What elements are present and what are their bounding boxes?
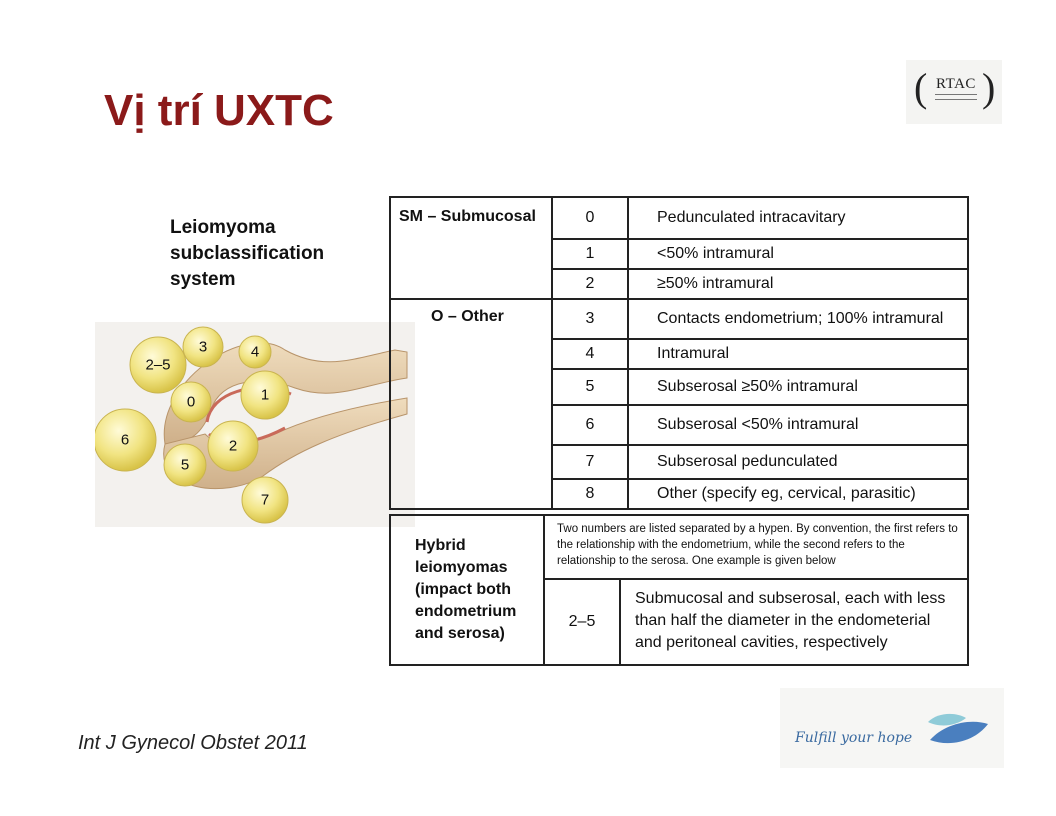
fibroid-2-5 <box>130 337 186 393</box>
type-number: 6 <box>552 405 628 445</box>
svg-text:6: 6 <box>120 431 130 449</box>
type-description: Subserosal <50% intramural <box>628 405 968 445</box>
svg-text:2: 2 <box>228 437 238 455</box>
type-number: 0 <box>552 197 628 239</box>
fulfill-tagline: Fulfill your hope <box>795 730 913 746</box>
fibroid-5 <box>164 444 206 486</box>
fibroid-4 <box>239 336 271 368</box>
fibroid-2 <box>208 421 258 471</box>
type-number: 4 <box>552 339 628 369</box>
table-row <box>390 515 968 579</box>
diagram-heading <box>170 215 324 293</box>
type-description: Other (specify eg, cervical, parasitic) <box>628 479 968 509</box>
hybrid-category-line: and serosa) <box>415 625 505 642</box>
type-description: Pedunculated intracavitary <box>628 197 968 239</box>
hybrid-category-line: Hybrid <box>415 537 466 554</box>
category-submucosal: SM – Submucosal <box>390 197 552 299</box>
fibroid-1 <box>241 371 289 419</box>
citation: Int J Gynecol Obstet 2011 <box>78 732 308 754</box>
fibroid-6 <box>95 409 156 471</box>
rtac-logo <box>906 60 1002 124</box>
fibroid-3 <box>183 327 223 367</box>
uterus-diagram <box>95 322 415 527</box>
table-row <box>390 299 968 339</box>
fulfill-logo <box>780 688 1004 768</box>
logo-left-paren: ( <box>914 65 928 110</box>
hybrid-description: Submucosal and subserosal, each with less than half the diameter in the endometerial and peritoneal cavities, respectively <box>620 579 968 665</box>
type-number: 5 <box>552 369 628 405</box>
diagram-heading-line: Leiomyoma <box>170 217 276 238</box>
fibroid-7 <box>242 477 288 523</box>
classification-table <box>389 196 969 510</box>
hybrid-category-line: leiomyomas <box>415 559 508 576</box>
category-other: O – Other <box>390 299 552 509</box>
type-number: 8 <box>552 479 628 509</box>
type-description: Intramural <box>628 339 968 369</box>
hybrid-category-line: endometrium <box>415 603 517 620</box>
svg-text:7: 7 <box>260 491 270 509</box>
page-title: Vị trí UXTC <box>104 86 334 135</box>
type-description: Contacts endometrium; 100% intramural <box>628 299 968 339</box>
table-row <box>390 197 968 239</box>
logo-subtext-lines <box>935 94 977 100</box>
leaf-icon <box>922 710 992 750</box>
type-description: Subserosal ≥50% intramural <box>628 369 968 405</box>
diagram-heading-line: subclassification <box>170 243 325 264</box>
rtac-logo-text: RTAC <box>936 76 976 92</box>
hybrid-note: Two numbers are listed separated by a hypen. By convention, the first refers to the relationship with the endometrium, while the second refers to the relationship to the serosa. One example is given below <box>544 515 968 579</box>
svg-text:5: 5 <box>180 456 190 474</box>
svg-text:0: 0 <box>186 393 196 411</box>
svg-text:2–5: 2–5 <box>145 356 171 374</box>
type-number: 2 <box>552 269 628 299</box>
svg-text:1: 1 <box>260 386 270 404</box>
type-number: 3 <box>552 299 628 339</box>
logo-right-paren: ) <box>982 65 996 110</box>
category-hybrid <box>390 515 544 665</box>
hybrid-table <box>389 514 969 666</box>
type-description: Subserosal pedunculated <box>628 445 968 479</box>
type-description: <50% intramural <box>628 239 968 269</box>
svg-text:3: 3 <box>198 338 208 356</box>
fibroid-0 <box>171 382 211 422</box>
type-number: 1 <box>552 239 628 269</box>
hybrid-number: 2–5 <box>544 579 620 665</box>
svg-text:4: 4 <box>250 343 260 361</box>
type-description: ≥50% intramural <box>628 269 968 299</box>
type-number: 7 <box>552 445 628 479</box>
diagram-heading-line: system <box>170 269 236 290</box>
hybrid-category-line: (impact both <box>415 581 511 598</box>
